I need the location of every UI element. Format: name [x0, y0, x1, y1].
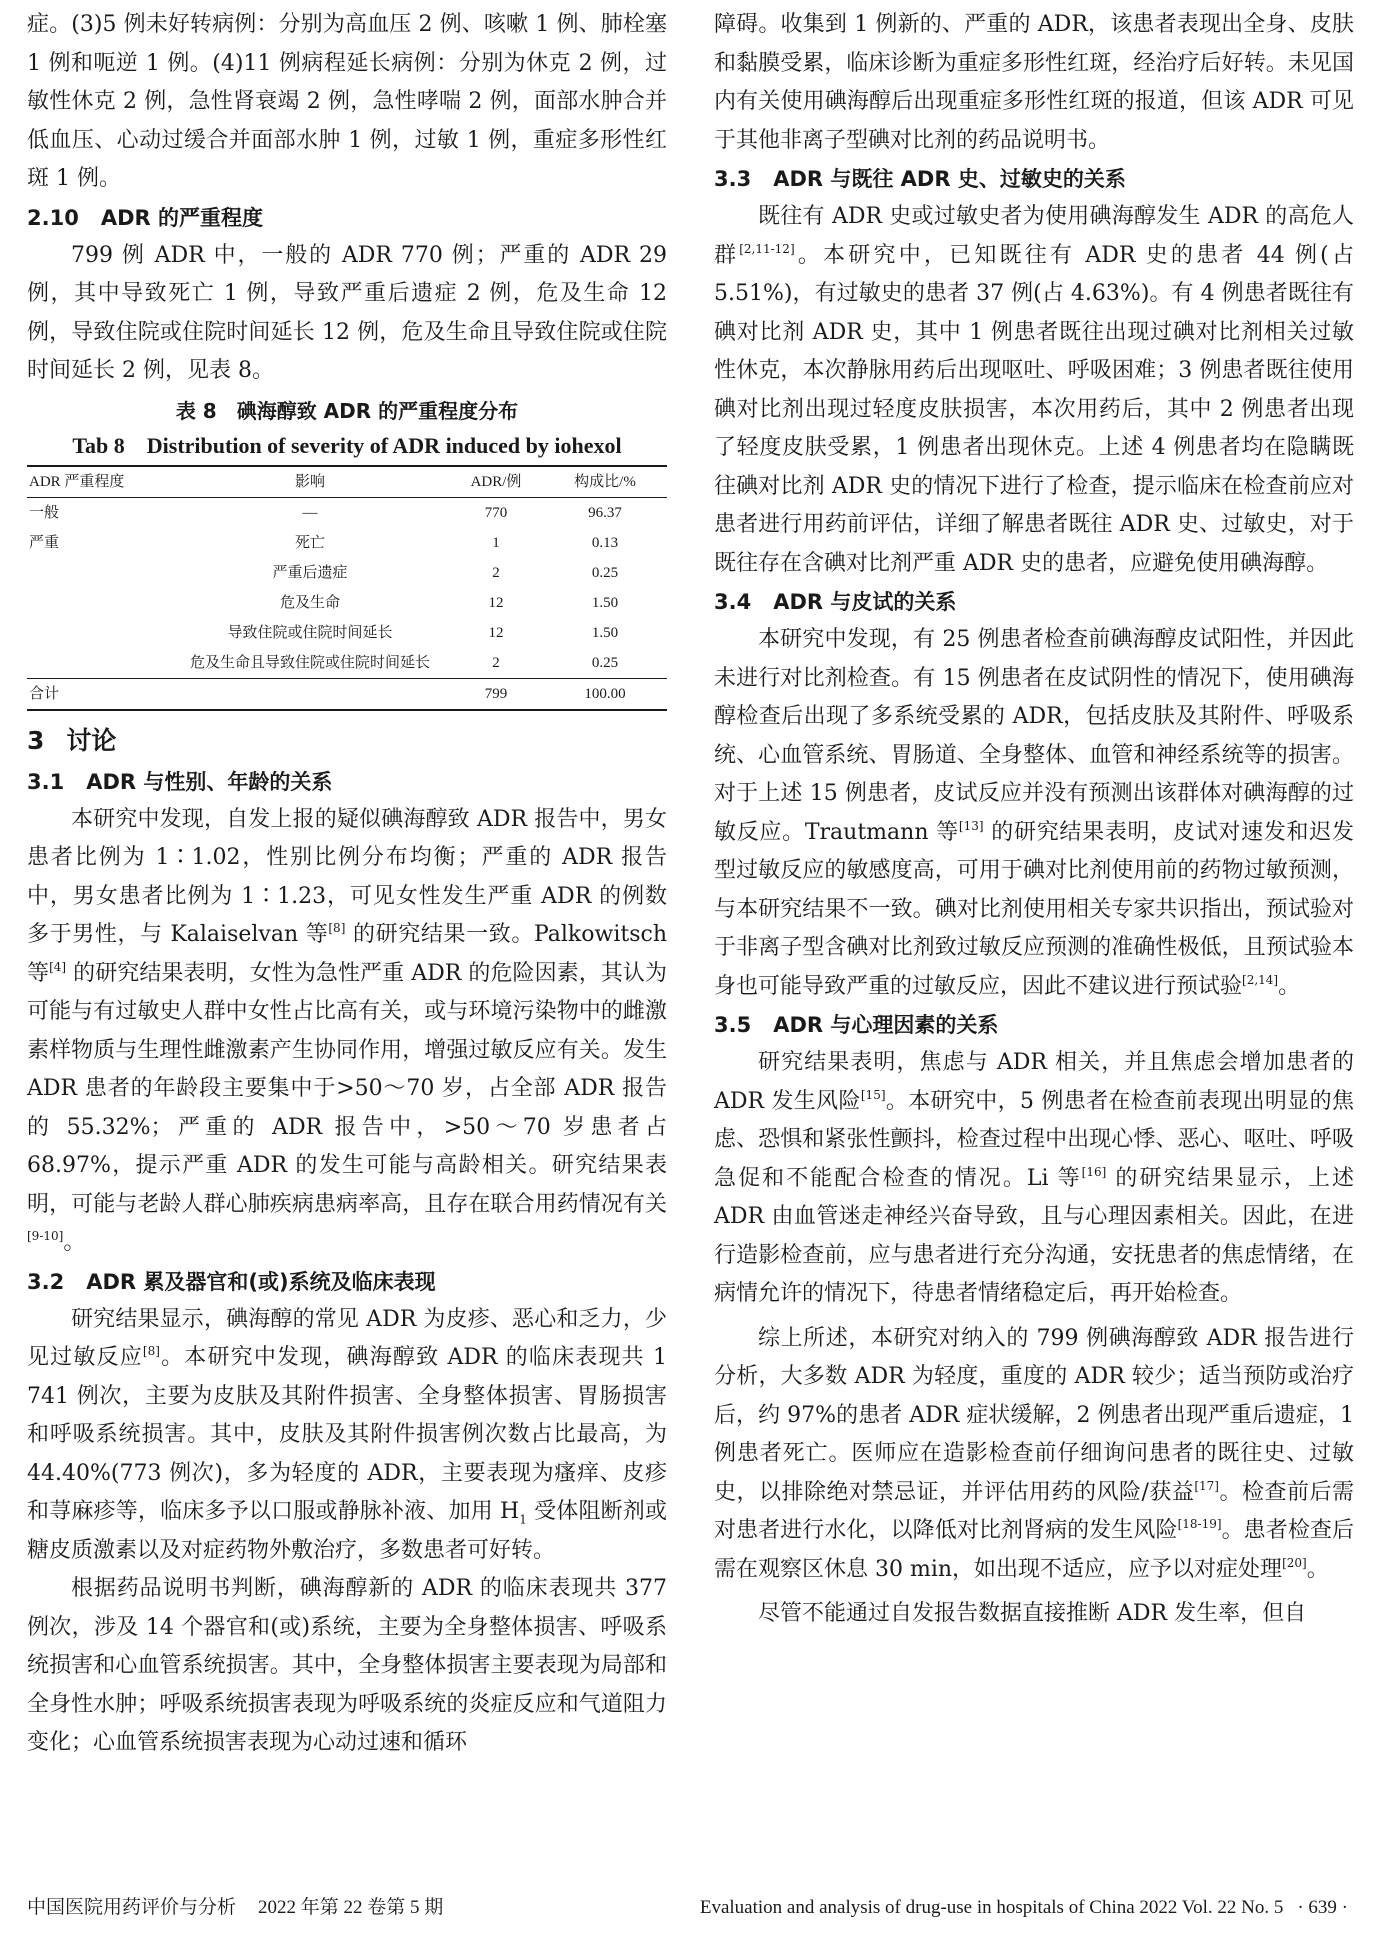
cell-severity [27, 648, 171, 679]
paragraph-3-2a: 研究结果显示，碘海醇的常见 ADR 为皮疹、恶心和乏力，少见过敏反应[8]。本研究中发现，碘海醇致 ADR 的临床表现共 1 741 例次，主要为皮肤及其附件损害、全身整体损害、胃肠损害和呼吸系统损害。其中，皮肤及其附件损害例次数占比最高，为 44.40%(773 例次)，多为轻度的 ADR，主要表现为瘙痒、皮疹和荨麻疹等，临床多予以口服或静脉补液、加用 $H_1$ 受体阻断剂或糖皮质激素以及对症药物外敷治疗，多数患者可好转。 [27, 1306, 667, 1563]
paragraph-continued: 障碍。收集到 1 例新的、严重的 ADR，该患者表现出全身、皮肤和黏膜受累，临床诊断为重症多形性红斑，经治疗后好转。未见国内有关使用碘海醇后出现重症多形性红斑的报道，但该 ADR 可见于其他非离子型碘对比剂的药品说明书。 [714, 12, 1354, 153]
cell-impact: 严重后遗症 [272, 564, 348, 581]
cell-impact: 危及生命 [279, 594, 340, 611]
cell-impact: 死亡 [294, 534, 325, 551]
cell-impact: 危及生命且导致住院或住院时间延长 [189, 654, 430, 671]
table-row [27, 588, 667, 618]
table-header-row [27, 466, 667, 498]
citation: [8] [142, 1344, 160, 1358]
cell-percent: 1.50 [591, 594, 619, 611]
cell-total-impact [171, 678, 449, 710]
citation: [16] [1081, 1164, 1107, 1179]
cell-total-count: 799 [484, 685, 508, 702]
right-column [714, 6, 1354, 1634]
col-header-percent: 构成比/% [574, 473, 636, 490]
page-number: · 639 · [1297, 1897, 1348, 1918]
cell-count: 2 [492, 564, 500, 581]
section-heading-3-5: 3.5 ADR 与心理因素的关系 [714, 1013, 999, 1037]
citation: [15] [860, 1087, 886, 1102]
col-header-count: ADR/例 [470, 473, 522, 490]
cell-severity: 一般 [29, 504, 60, 521]
citation: [17] [1194, 1478, 1219, 1493]
severity-table [27, 465, 667, 711]
section-heading-2-10: 2.10 ADR 的严重程度 [27, 205, 263, 230]
paragraph-3-2b: 根据药品说明书判断，碘海醇新的 ADR 的临床表现共 377 例次，涉及 14 个器官和(或)系统，主要为全身整体损害、呼吸系统损害和心血管系统损害。其中，全身整体损害主要表现为局部和全身性水肿；呼吸系统损害表现为呼吸系统的炎症反应和气道阻力变化；心血管系统损害表现为心动过速和循环 [27, 1576, 667, 1755]
cell-percent: 96.37 [588, 504, 622, 521]
citation: [2,11-12] [739, 241, 795, 256]
cell-severity [27, 588, 171, 618]
citation: [9-10] [27, 1229, 64, 1243]
paragraph-continued: 症。(3)5 例未好转病例：分别为高血压 2 例、咳嗽 1 例、肺栓塞 1 例和呃逆 1 例。(4)11 例病程延长病例：分别为休克 2 例，过敏性休克 2 例，急性肾衰竭 2 例，急性哮喘 2 例，面部水肿合并低血压、心动过缓合并面部水肿 1 例，过敏 1 例，重症多形性红斑 1 例。 [27, 12, 667, 191]
subscript: 1 [519, 1512, 527, 1527]
paragraph-2-10: 799 例 ADR 中，一般的 ADR 770 例；严重的 ADR 29 例，其中导致死亡 1 例，导致严重后遗症 2 例，危及生命 12 例，导致住院或住院时间延长 12 例，危及生命且导致住院或住院时间延长 2 例，见表 8。 [27, 242, 667, 383]
paragraph-3-1: 本研究中发现，自发上报的疑似碘海醇致 ADR 报告中，男女患者比例为 1∶1.02，性别比例分布均衡；严重的 ADR 报告中，男女患者比例为 1∶1.23，可见女性发生严重 ADR 的例数多于男性，与 Kalaiselvan 等[8] 的研究结果一致。Palkowitsch 等[4] 的研究结果表明，女性为急性严重 ADR 的危险因素，其认为可能与有过敏史人群中女性占比高有关，或与环境污染物中的雌激素样物质与生理性雌激素产生协同作用，增强过敏反应有关。发生 ADR 患者的年龄段主要集中于>50～70 岁，占全部 ADR 报告的 55.32%；严重的 ADR 报告中，>50～70 岁患者占 68.97%，提示严重 ADR 的发生可能与高龄相关。研究结果表明，可能与老龄人群心肺疾病患病率高，且存在联合用药情况有关[9-10]。 [27, 806, 667, 1255]
cell-impact: 导致住院或住院时间延长 [227, 624, 393, 641]
cell-percent: 0.25 [591, 564, 619, 581]
paragraph-3-3: 既往有 ADR 史或过敏史者为使用碘海醇发生 ADR 的高危人群[2,11-12]。本研究中，已知既往有 ADR 史的患者 44 例(占 5.51%)，有过敏史的患者 37 例(占 4.63%)。有 4 例患者既往有碘对比剂 ADR 史，其中 1 例患者既往出现过碘对比剂相关过敏性休克，本次静脉用药后出现呕吐、呼吸困难；3 例患者既往使用碘对比剂出现过轻度皮肤损害，本次用药后，其中 2 例患者出现了轻度皮肤受累，1 例患者出现休克。上述 4 例患者均在隐瞒既往碘对比剂 ADR 史的情况下进行了检查，提示临床在检查前应对患者进行用药前评估，详细了解患者既往 ADR 史、过敏史，对于既往存在含碘对比剂严重 ADR 史的患者，应避免使用碘海醇。 [714, 204, 1354, 576]
cell-count: 2 [492, 654, 500, 671]
section-heading-3-3: 3.3 ADR 与既往 ADR 史、过敏史的关系 [714, 167, 1126, 191]
paragraph-3-5: 研究结果表明，焦虑与 ADR 相关，并且焦虑会增加患者的 ADR 发生风险[15]。本研究中，5 例患者在检查前表现出明显的焦虑、恐惧和紧张性颤抖，检查过程中出现心悸、恶心、呕吐、呼吸急促和不能配合检查的情况。Li 等[16] 的研究结果显示，上述 ADR 由血管迷走神经兴奋导致，且与心理因素相关。因此，在进行造影检查前，应与患者进行充分沟通，安抚患者的焦虑情绪，在病情允许的情况下，待患者情绪稳定后，再开始检查。 [714, 1050, 1354, 1306]
cell-percent: 1.50 [591, 624, 619, 641]
table-row [27, 648, 667, 679]
cell-total-percent: 100.00 [584, 685, 626, 702]
left-column [27, 6, 667, 1763]
col-header-impact: 影响 [294, 473, 325, 490]
table-caption-en: Tab 8 Distribution of severity of ADR induced by iohexol [72, 432, 622, 458]
cell-impact: — [302, 504, 318, 521]
paragraph-3-4: 本研究中发现，有 25 例患者检查前碘海醇皮试阳性，并因此未进行对比剂检查。有 15 例患者在皮试阴性的情况下，使用碘海醇检查后出现了多系统受累的 ADR，包括皮肤及其附件、呼吸系统、心血管系统、胃肠道、全身整体、血管和神经系统等的损害。对于上述 15 例患者，皮试反应并没有预测出该群体对碘海醇的过敏反应。Trautmann 等[13] 的研究结果表明，皮试对速发和迟发型过敏反应的敏感度高，可用于碘对比剂使用前的药物过敏预测，与本研究结果不一致。碘对比剂使用相关专家共识指出，预试验对于非离子型含碘对比剂致过敏反应预测的准确性极低，且预试验本身也可能导致严重的过敏反应，因此不建议进行预试验[2,14]。 [714, 627, 1354, 999]
table-8 [27, 393, 667, 711]
cell-percent: 0.13 [591, 534, 619, 551]
cell-total-label: 合计 [29, 685, 60, 702]
citation: [4] [49, 959, 67, 974]
table-row [27, 558, 667, 588]
citation: [18-19] [1177, 1517, 1222, 1531]
citation: [13] [958, 818, 984, 833]
citation: [2,14] [1242, 972, 1279, 987]
cell-severity [27, 618, 171, 648]
citation: [8] [328, 921, 346, 935]
table-caption-cn: 表 8 碘海醇致 ADR 的严重程度分布 [175, 398, 519, 423]
table-total-row [27, 678, 667, 710]
cell-severity: 严重 [29, 534, 60, 551]
cell-count: 770 [484, 504, 508, 521]
table-row [27, 497, 667, 528]
footer-journal-cn: 中国医院用药评价与分析 2022 年第 22 卷第 5 期 [27, 1897, 444, 1918]
paragraph-summary: 综上所述，本研究对纳入的 799 例碘海醇致 ADR 报告进行分析，大多数 ADR 为轻度，重度的 ADR 较少；适当预防或治疗后，约 97%的患者 ADR 症状缓解，2 例患者出现严重后遗症，1 例患者死亡。医师应在造影检查前仔细询问患者的既往史、过敏史，以排除绝对禁忌证，并评估用药的风险/获益[17]。检查前后需对患者进行水化，以降低对比剂肾病的发生风险[18-19]。患者检查后需在观察区休息 30 min，如出现不适应，应予以对症处理[20]。 [714, 1325, 1354, 1582]
section-heading-3-1: 3.1 ADR 与性别、年龄的关系 [27, 769, 333, 794]
col-header-severity: ADR 严重程度 [29, 473, 125, 490]
table-row [27, 618, 667, 648]
paragraph-last: 尽管不能通过自发报告数据直接推断 ADR 发生率，但自 [758, 1601, 1307, 1626]
cell-count: 1 [492, 534, 500, 551]
cell-count: 12 [488, 624, 504, 641]
table-row [27, 528, 667, 558]
section-heading-3-2: 3.2 ADR 累及器官和(或)系统及临床表现 [27, 1269, 436, 1294]
footer-journal-en: Evaluation and analysis of drug-use in hospitals of China 2022 Vol. 22 No. 5 · 639 · [699, 1897, 1348, 1918]
section-heading-3: 3 讨论 [27, 725, 117, 755]
cell-count: 12 [488, 594, 504, 611]
citation: [20] [1282, 1555, 1307, 1570]
cell-percent: 0.25 [591, 654, 619, 671]
cell-severity [27, 558, 171, 588]
page-footer [27, 1893, 1348, 1923]
section-heading-3-4: 3.4 ADR 与皮试的关系 [714, 590, 957, 614]
